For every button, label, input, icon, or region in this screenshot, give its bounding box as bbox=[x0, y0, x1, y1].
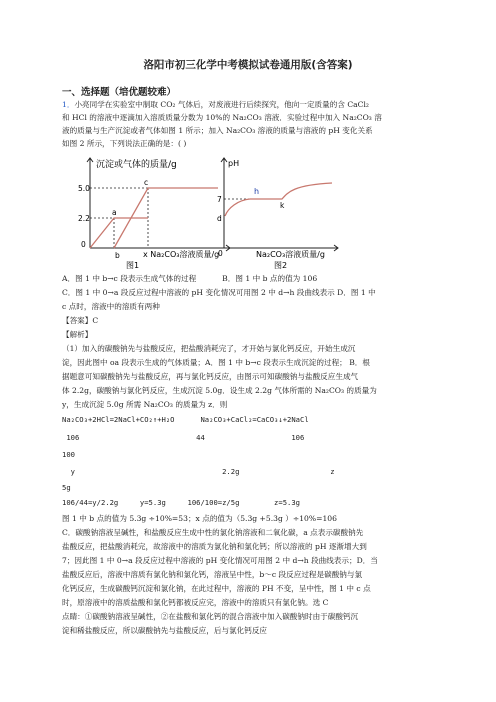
fig1-point-b: b bbox=[115, 251, 120, 260]
fig2-tick-7: 7 bbox=[217, 195, 222, 204]
question-number: 1． bbox=[62, 100, 75, 109]
option-c-line-2: c 点时，溶液中的溶质有两种 bbox=[62, 302, 160, 311]
fig2-point-k: k bbox=[280, 201, 285, 210]
equation-line-6: 106/44=y/2.2g y=5.3g 106/100=z/5g z=5.3g bbox=[62, 498, 300, 507]
comment-line-2: 淀和稀盐酸反应，所以碳酸钠先与盐酸反应，后与氯化钙反应 bbox=[62, 626, 268, 635]
analysis-line-6: 图 1 中 b 点的值为 5.3g ÷10%=53；x 点的值为（5.3g +5.3g ）÷10%=106 bbox=[62, 514, 337, 523]
option-b: B．图 1 中 b 点的值为 106 bbox=[222, 274, 318, 283]
analysis-line-10: 盐酸反应后，溶液中溶质有氯化钠和氯化钙，溶液呈中性，b～c 段反应过程是碳酸钠与氯 bbox=[62, 570, 363, 579]
analysis-line-5: y，生成沉淀 5.0g 所需 Na₂CO₃ 的质量为 z．则 bbox=[62, 400, 228, 409]
fig2-x-label: Na₂CO₃溶液质量/g bbox=[256, 250, 325, 259]
fig2-point-h: h bbox=[254, 187, 260, 196]
fig2-caption: 图2 bbox=[274, 261, 288, 270]
comment-line-1: 点睛：①碳酸钠溶液呈碱性，②在盐酸和氯化钙的混合溶液中加入碳酸钠时由于碳酸钙沉 bbox=[62, 612, 359, 621]
figure-1 bbox=[78, 152, 238, 270]
equation-line-4: y 2.2g z bbox=[62, 467, 335, 476]
option-a: A．图 1 中 b→c 段表示生成气体的过程 bbox=[62, 274, 197, 283]
analysis-line-11: 化钙反应，生成碳酸钙沉淀和氯化钠，在此过程中，溶液的 PH 不变，呈中性，图 1 中 c 点 bbox=[62, 584, 371, 593]
equation-line-3: 100 bbox=[62, 450, 75, 459]
analysis-line-1: （1）加入的碳酸钠先与盐酸反应，把盐酸消耗完了，才开始与氯化钙反应，开始生成沉 bbox=[62, 344, 356, 353]
fig1-caption: 图1 bbox=[126, 261, 140, 270]
option-row-ab bbox=[62, 272, 438, 285]
analysis-line-4: 体 2.2g，碳酸钠与氯化钙反应，生成沉淀 5.0g．设生成 2.2g 气体所需的 Na₂CO₃ 的质量为 bbox=[62, 386, 377, 395]
analysis-line-8: 盐酸反应，把盐酸消耗完，故溶液中的溶质为氯化钠和氯化钙；所以溶液的 pH 逐渐增大到 bbox=[62, 542, 367, 551]
analysis-line-3: 据题意可知碳酸钠先与盐酸反应，再与氯化钙反应，由图示可知碳酸钠与盐酸反应生成气 bbox=[62, 372, 359, 381]
fig2-y-label: pH bbox=[228, 159, 240, 168]
answer-label: 【答案】C bbox=[62, 316, 99, 325]
fig1-tick-5: 5.0 bbox=[78, 184, 90, 193]
fig2-ph-curve bbox=[225, 183, 332, 216]
analysis-label: 【解析】 bbox=[62, 330, 93, 339]
fig1-origin: 0 bbox=[81, 240, 86, 249]
equation-line-1: Na₂CO₃+2HCl=2NaCl+CO₂↑+H₂O Na₂CO₃+CaCl₂=CaCO₃↓+2NaCl bbox=[62, 415, 309, 424]
analysis-line-12: 时，原溶液中的溶质盐酸和氯化钙都被反应完，溶液中的溶质只有氯化钠。选 C bbox=[62, 598, 329, 607]
fig1-y-label: 沉淀或气体的质量/g bbox=[96, 160, 177, 170]
question-line-2: 和 HCl 的溶液中逐滴加入溶质质量分数为 10%的 Na₂CO₃ 溶液．实验过程中加入 Na₂CO₃ 溶 bbox=[62, 113, 382, 122]
question-line-1: 1．小亮同学在实验室中制取 CO₂ 气体后，对废液进行后续探究，他向一定质量的含 CaCl₂ bbox=[62, 100, 369, 109]
equation-line-2: 106 44 106 bbox=[62, 433, 305, 442]
page-title: 洛阳市初三化学中考模拟试卷通用版(含答案) bbox=[143, 59, 353, 71]
fig1-gas-line bbox=[90, 218, 148, 248]
analysis-line-9: 7；因此图 1 中 0→a 段反应过程中溶液的 pH 变化情况可用图 2 中 d→h 段曲线表示；D．当 bbox=[62, 556, 378, 565]
option-c-line-1: C．图 1 中 0→a 段反应过程中溶液的 pH 变化情况可用图 2 中 d→h 段曲线表示 D．图 1 中 bbox=[62, 288, 376, 297]
question-line-4: 如图 2 所示，下列说法正确的是：( ) bbox=[62, 139, 187, 148]
figure-2 bbox=[216, 152, 340, 270]
fig2-origin: 0 bbox=[218, 249, 223, 258]
fig2-point-d: d bbox=[217, 214, 222, 223]
fig1-point-a: a bbox=[112, 208, 117, 217]
fig1-tick-2-2: 2.2 bbox=[78, 214, 90, 223]
fig1-x-label: x Na₂CO₃溶液质量/g bbox=[143, 250, 220, 259]
analysis-line-7: C．碳酸钠溶液呈碱性，和盐酸反应生成中性的氯化钠溶液和二氧化碳，a 点表示碳酸钠先 bbox=[62, 528, 364, 537]
question-line-3: 液的质量与生产沉淀或者气体如图 1 所示；加入 Na₂CO₃ 溶液的质量与溶液的 pH 变化关系 bbox=[62, 126, 373, 135]
fig1-point-c: c bbox=[144, 178, 149, 187]
section-heading: 一、选择题（培优题较难） bbox=[62, 87, 177, 98]
analysis-line-2: 淀，因此图中 oa 段表示生成的气体质量；A．图 1 中 b→c 段表示生成沉淀的过程； B．根 bbox=[62, 358, 370, 367]
equation-line-5: 5g bbox=[62, 483, 71, 492]
